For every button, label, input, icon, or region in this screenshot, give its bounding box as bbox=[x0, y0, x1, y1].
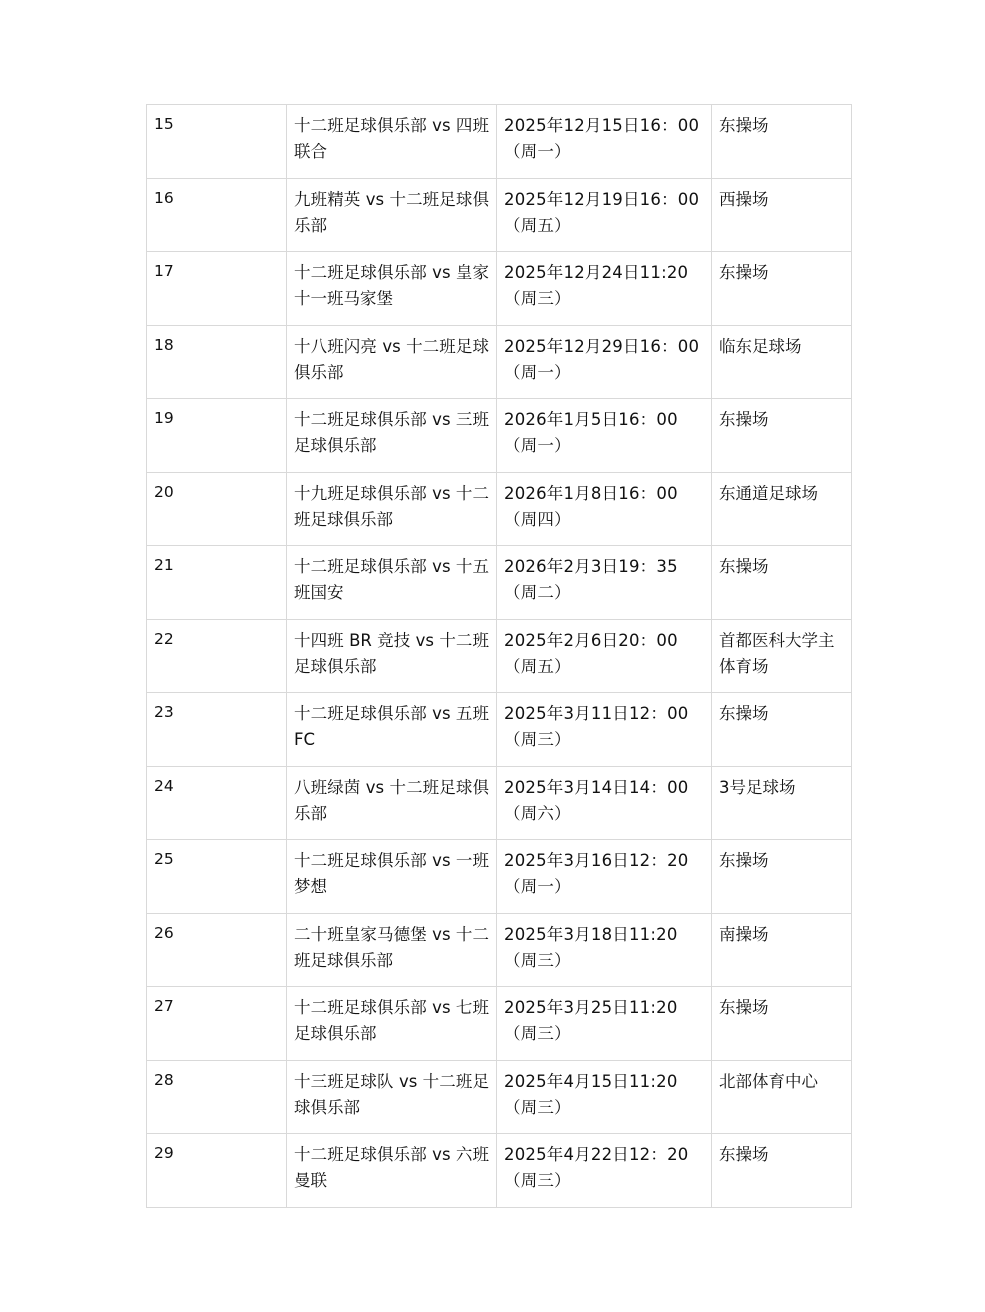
match-teams: 八班绿茵 vs 十二班足球俱乐部 bbox=[287, 766, 497, 840]
match-weekday: （周五） bbox=[504, 215, 571, 235]
match-venue: 东通道足球场 bbox=[712, 472, 852, 546]
table-row bbox=[147, 252, 852, 326]
match-venue: 首都医科大学主体育场 bbox=[712, 619, 852, 693]
match-weekday: （周三） bbox=[504, 730, 571, 749]
match-venue: 临东足球场 bbox=[712, 325, 852, 399]
match-schedule-table bbox=[146, 104, 852, 1208]
match-weekday: （周三） bbox=[504, 1097, 571, 1117]
match-datetime: 2026年1月8日16：00 bbox=[504, 483, 678, 503]
table-row bbox=[147, 619, 852, 693]
match-venue: 南操场 bbox=[712, 913, 852, 987]
match-teams: 十二班足球俱乐部 vs 五班 FC bbox=[287, 693, 497, 767]
match-number: 28 bbox=[147, 1060, 287, 1134]
match-teams: 十四班 BR 竞技 vs 十二班足球俱乐部 bbox=[287, 619, 497, 693]
match-datetime: 2025年3月18日11:20 bbox=[504, 924, 678, 944]
match-datetime: 2025年12月15日16：00 bbox=[504, 116, 700, 135]
match-venue: 东操场 bbox=[712, 1134, 852, 1208]
match-venue: 西操场 bbox=[712, 178, 852, 252]
match-venue: 东操场 bbox=[712, 987, 852, 1061]
match-time bbox=[497, 1134, 712, 1208]
match-time bbox=[497, 178, 712, 252]
table-row bbox=[147, 766, 852, 840]
match-weekday: （周一） bbox=[504, 436, 571, 455]
match-venue: 北部体育中心 bbox=[712, 1060, 852, 1134]
match-time bbox=[497, 252, 712, 326]
match-datetime: 2025年4月22日12：20 bbox=[504, 1145, 689, 1164]
match-number: 20 bbox=[147, 472, 287, 546]
match-teams: 十二班足球俱乐部 vs 七班足球俱乐部 bbox=[287, 987, 497, 1061]
match-teams: 二十班皇家马德堡 vs 十二班足球俱乐部 bbox=[287, 913, 497, 987]
match-datetime: 2026年1月5日16：00 bbox=[504, 410, 678, 429]
match-weekday: （周四） bbox=[504, 509, 571, 529]
match-weekday: （周二） bbox=[504, 583, 571, 602]
match-number: 22 bbox=[147, 619, 287, 693]
match-venue: 东操场 bbox=[712, 840, 852, 914]
match-number: 17 bbox=[147, 252, 287, 326]
match-time bbox=[497, 913, 712, 987]
match-time bbox=[497, 472, 712, 546]
match-time bbox=[497, 693, 712, 767]
match-teams: 十九班足球俱乐部 vs 十二班足球俱乐部 bbox=[287, 472, 497, 546]
match-venue: 东操场 bbox=[712, 105, 852, 179]
match-venue: 东操场 bbox=[712, 252, 852, 326]
match-number: 23 bbox=[147, 693, 287, 767]
match-datetime: 2025年12月19日16：00 bbox=[504, 189, 700, 209]
match-time bbox=[497, 105, 712, 179]
match-teams: 十二班足球俱乐部 vs 一班梦想 bbox=[287, 840, 497, 914]
match-datetime: 2025年3月11日12：00 bbox=[504, 704, 689, 723]
match-datetime: 2025年2月6日20：00 bbox=[504, 630, 678, 650]
match-number: 15 bbox=[147, 105, 287, 179]
match-weekday: （周一） bbox=[504, 362, 571, 382]
match-weekday: （周三） bbox=[504, 289, 571, 308]
table-row bbox=[147, 1134, 852, 1208]
match-weekday: （周五） bbox=[504, 656, 571, 676]
match-time bbox=[497, 840, 712, 914]
match-teams: 十二班足球俱乐部 vs 皇家十一班马家堡 bbox=[287, 252, 497, 326]
match-weekday: （周三） bbox=[504, 1171, 571, 1190]
match-venue: 东操场 bbox=[712, 399, 852, 473]
match-weekday: （周三） bbox=[504, 950, 571, 970]
match-datetime: 2025年12月24日11:20 bbox=[504, 263, 689, 282]
table-row bbox=[147, 1060, 852, 1134]
table-row bbox=[147, 399, 852, 473]
match-teams: 十二班足球俱乐部 vs 六班曼联 bbox=[287, 1134, 497, 1208]
table-row bbox=[147, 472, 852, 546]
table-row bbox=[147, 693, 852, 767]
match-number: 29 bbox=[147, 1134, 287, 1208]
match-teams: 十二班足球俱乐部 vs 四班联合 bbox=[287, 105, 497, 179]
match-number: 26 bbox=[147, 913, 287, 987]
match-venue: 3号足球场 bbox=[712, 766, 852, 840]
match-datetime: 2025年4月15日11:20 bbox=[504, 1071, 678, 1091]
match-time bbox=[497, 766, 712, 840]
match-number: 25 bbox=[147, 840, 287, 914]
match-datetime: 2025年3月25日11:20 bbox=[504, 998, 678, 1017]
match-venue: 东操场 bbox=[712, 693, 852, 767]
match-time bbox=[497, 1060, 712, 1134]
table-row bbox=[147, 546, 852, 620]
table-row bbox=[147, 840, 852, 914]
match-teams: 十二班足球俱乐部 vs 三班足球俱乐部 bbox=[287, 399, 497, 473]
match-weekday: （周三） bbox=[504, 1024, 571, 1043]
match-number: 24 bbox=[147, 766, 287, 840]
match-venue: 东操场 bbox=[712, 546, 852, 620]
match-time bbox=[497, 619, 712, 693]
table-row bbox=[147, 913, 852, 987]
match-number: 16 bbox=[147, 178, 287, 252]
match-datetime: 2025年3月14日14：00 bbox=[504, 777, 689, 797]
match-time bbox=[497, 546, 712, 620]
match-time bbox=[497, 325, 712, 399]
match-time bbox=[497, 987, 712, 1061]
table-row bbox=[147, 178, 852, 252]
match-datetime: 2025年3月16日12：20 bbox=[504, 851, 689, 870]
match-datetime: 2026年2月3日19：35 bbox=[504, 557, 678, 576]
schedule-body bbox=[147, 105, 852, 1208]
match-datetime: 2025年12月29日16：00 bbox=[504, 336, 700, 356]
match-weekday: （周六） bbox=[504, 803, 571, 823]
match-number: 18 bbox=[147, 325, 287, 399]
match-teams: 十八班闪亮 vs 十二班足球俱乐部 bbox=[287, 325, 497, 399]
table-row bbox=[147, 987, 852, 1061]
match-time bbox=[497, 399, 712, 473]
match-number: 21 bbox=[147, 546, 287, 620]
match-teams: 十三班足球队 vs 十二班足球俱乐部 bbox=[287, 1060, 497, 1134]
match-number: 19 bbox=[147, 399, 287, 473]
match-teams: 十二班足球俱乐部 vs 十五班国安 bbox=[287, 546, 497, 620]
table-row bbox=[147, 325, 852, 399]
match-weekday: （周一） bbox=[504, 877, 571, 896]
table-row bbox=[147, 105, 852, 179]
match-number: 27 bbox=[147, 987, 287, 1061]
match-weekday: （周一） bbox=[504, 142, 571, 161]
match-teams: 九班精英 vs 十二班足球俱乐部 bbox=[287, 178, 497, 252]
